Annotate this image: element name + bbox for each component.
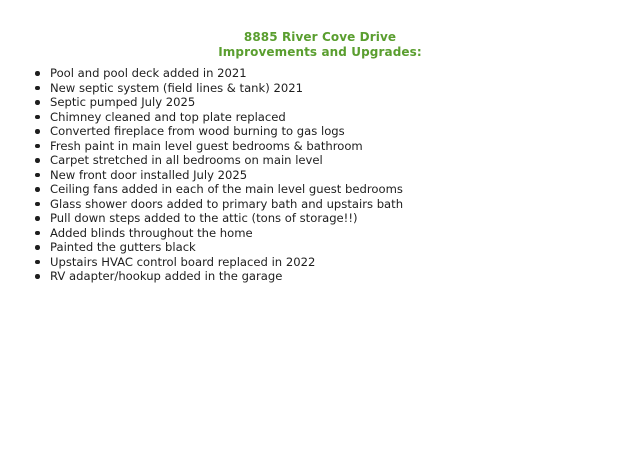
list-item <box>34 240 624 255</box>
list-item-text: Fresh paint in main level guest bedrooms & bathroom <box>50 138 363 153</box>
bullet-icon <box>35 173 40 178</box>
address-title: 8885 River Cove Drive <box>243 30 397 44</box>
bullet-icon <box>35 100 40 105</box>
list-item-text: New front door installed July 2025 <box>50 167 248 182</box>
list-item <box>34 124 624 139</box>
bullet-icon <box>35 245 40 250</box>
list-item <box>34 226 624 241</box>
improvements-list <box>34 66 624 284</box>
list-item <box>34 110 624 125</box>
list-item <box>34 95 624 110</box>
list-item-text: New septic system (field lines & tank) 2021 <box>50 80 303 95</box>
bullet-icon <box>35 129 40 134</box>
list-item-text: Upstairs HVAC control board replaced in 2022 <box>50 254 316 269</box>
list-item-text: Chimney cleaned and top plate replaced <box>50 109 286 124</box>
list-item-text: Ceiling fans added in each of the main level guest bedrooms <box>50 182 403 196</box>
bullet-icon <box>35 202 40 207</box>
list-item <box>34 197 624 212</box>
document-heading <box>0 30 640 60</box>
list-item <box>34 81 624 96</box>
list-item-text: Pull down steps added to the attic (tons of storage!!) <box>50 211 358 225</box>
list-item <box>34 168 624 183</box>
bullet-icon <box>35 187 40 192</box>
list-item <box>34 211 624 226</box>
improvements-subtitle: Improvements and Upgrades: <box>218 45 422 59</box>
list-item-text: RV adapter/hookup added in the garage <box>50 269 283 283</box>
list-item-text: Carpet stretched in all bedrooms on main level <box>50 153 323 167</box>
bullet-icon <box>35 260 40 265</box>
list-item-text: Septic pumped July 2025 <box>50 95 196 109</box>
bullet-icon <box>35 115 40 120</box>
list-item-text: Added blinds throughout the home <box>50 225 253 240</box>
list-item <box>34 139 624 154</box>
list-item-text: Painted the gutters black <box>50 240 196 254</box>
bullet-icon <box>35 71 40 76</box>
list-item-text: Glass shower doors added to primary bath and upstairs bath <box>50 196 404 211</box>
bullet-icon <box>35 274 40 279</box>
list-item <box>34 269 624 284</box>
list-item <box>34 182 624 197</box>
bullet-icon <box>35 86 40 91</box>
bullet-icon <box>35 216 40 221</box>
bullet-icon <box>35 144 40 149</box>
bullet-icon <box>35 158 40 163</box>
bullet-icon <box>35 231 40 236</box>
list-item <box>34 66 624 81</box>
list-item-text: Pool and pool deck added in 2021 <box>50 66 247 80</box>
list-item <box>34 255 624 270</box>
list-item <box>34 153 624 168</box>
list-item-text: Converted fireplace from wood burning to gas logs <box>50 124 345 138</box>
